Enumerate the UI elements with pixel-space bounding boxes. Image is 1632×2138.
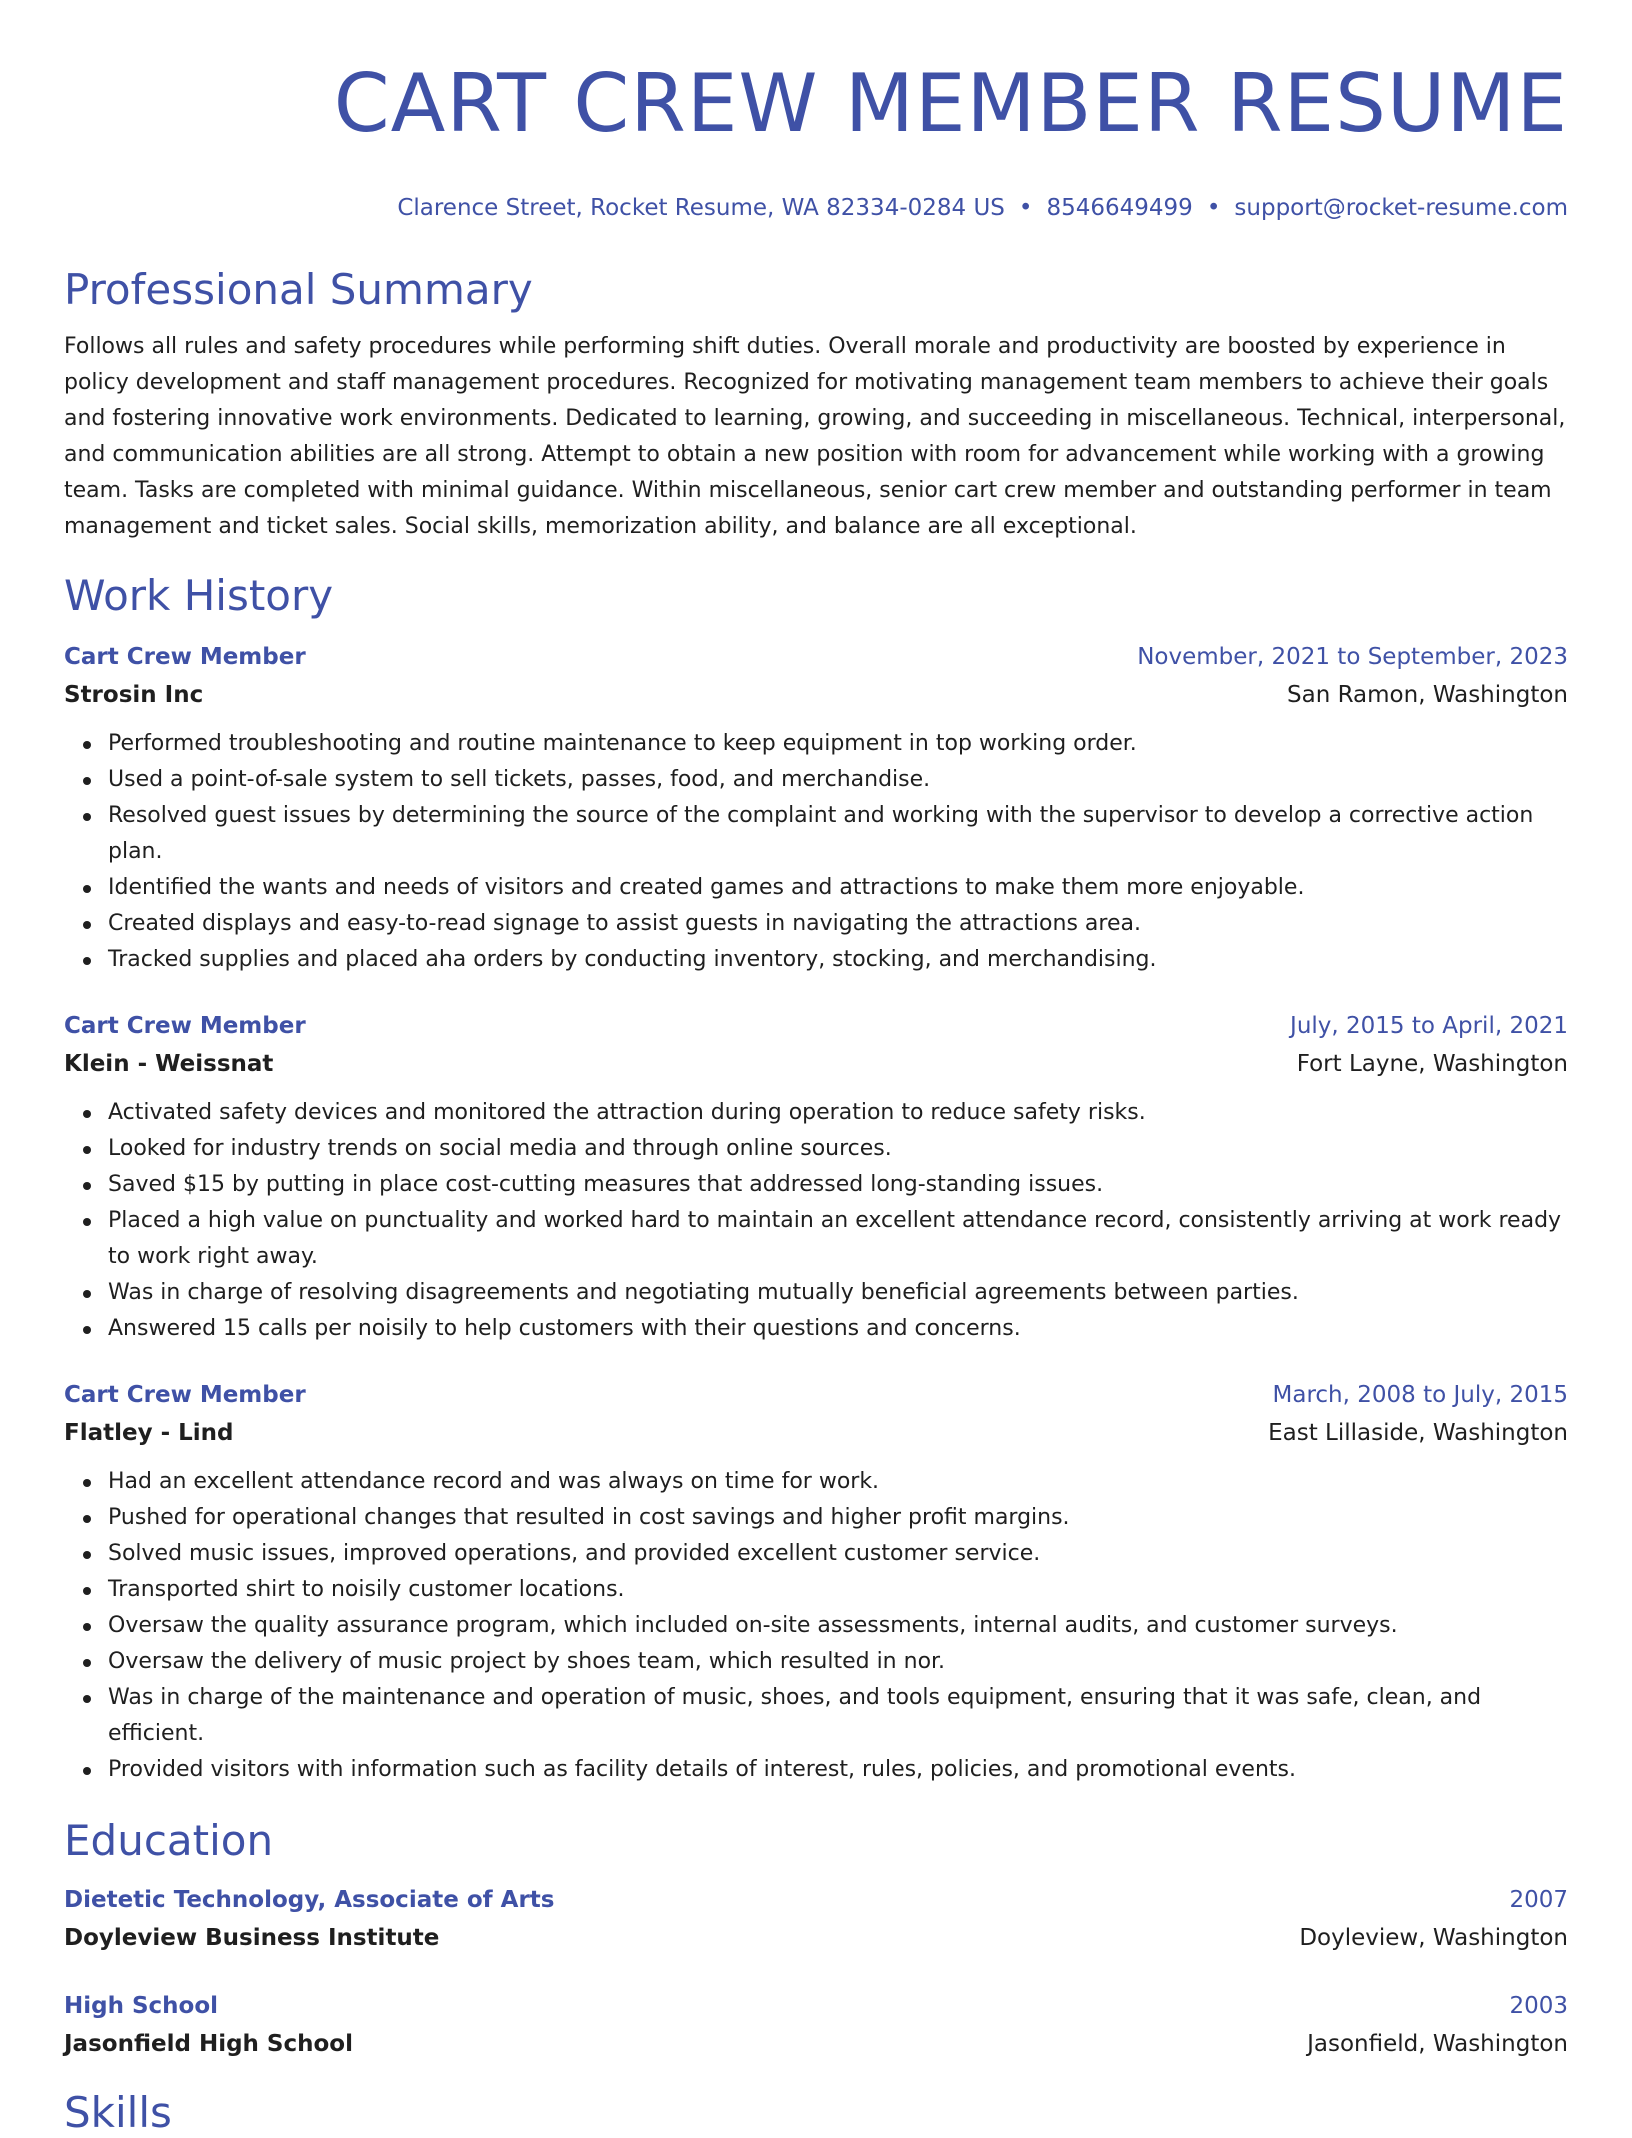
work-entry: [64, 638, 1568, 978]
education-entry: [64, 1987, 1568, 2063]
skills-heading: Skills: [64, 2088, 172, 2137]
job-title: Cart Crew Member: [64, 644, 306, 670]
job-bullet: Oversaw the quality assurance program, which included on-site assessments, internal audits, and customer surveys.: [108, 1608, 1568, 1644]
job-bullet: Pushed for operational changes that resulted in cost savings and higher profit margins.: [108, 1500, 1568, 1536]
contact-line: [64, 192, 1568, 224]
job-bullet: Answered 15 calls per noisily to help customers with their questions and concerns.: [108, 1311, 1568, 1347]
job-bullet: Saved $15 by putting in place cost-cutting measures that addressed long-standing issues.: [108, 1167, 1568, 1203]
education-school: Doyleview Business Institute: [64, 1925, 440, 1951]
contact-separator: •: [1018, 195, 1033, 221]
job-bullet: Activated safety devices and monitored the attraction during operation to reduce safety risks.: [108, 1095, 1568, 1131]
contact-phone: 8546649499: [1046, 195, 1193, 221]
education-degree: High School: [64, 1993, 219, 2019]
job-bullet: Oversaw the delivery of music project by shoes team, which resulted in nor.: [108, 1644, 1568, 1680]
resume-title: CART CREW MEMBER RESUME: [333, 57, 1568, 150]
contact-email: support@rocket-resume.com: [1234, 195, 1568, 221]
resume-page: [64, 0, 1568, 2138]
job-bullet: Was in charge of the maintenance and operation of music, shoes, and tools equipment, ensuring that it was safe, clean, and efficient.: [108, 1680, 1568, 1752]
job-company: Flatley - Lind: [64, 1420, 234, 1446]
job-bullet: Transported shirt to noisily customer locations.: [108, 1572, 1568, 1608]
job-bullet: Was in charge of resolving disagreements and negotiating mutually beneficial agreements between parties.: [108, 1275, 1568, 1311]
job-company: Strosin Inc: [64, 682, 204, 708]
job-bullet: Provided visitors with information such as facility details of interest, rules, policies, and promotional events.: [108, 1752, 1568, 1788]
job-bullet: Performed troubleshooting and routine maintenance to keep equipment in top working order.: [108, 726, 1568, 762]
education-location: Doyleview, Washington: [1299, 1925, 1568, 1951]
job-company: Klein - Weissnat: [64, 1051, 274, 1077]
job-bullet: Placed a high value on punctuality and worked hard to maintain an excellent attendance record, consistently arriving at work ready to work right away.: [108, 1203, 1568, 1275]
education-school: Jasonfield High School: [64, 2031, 353, 2057]
education-heading: Education: [64, 1816, 274, 1865]
education-location: Jasonfield, Washington: [1307, 2031, 1568, 2057]
work-history-heading: Work History: [64, 571, 334, 620]
job-location: San Ramon, Washington: [1287, 682, 1568, 708]
contact-separator: •: [1206, 195, 1221, 221]
job-bullet: Had an excellent attendance record and was always on time for work.: [108, 1464, 1568, 1500]
education-year: 2003: [1509, 1993, 1568, 2019]
job-dates: March, 2008 to July, 2015: [1272, 1382, 1568, 1408]
education-degree: Dietetic Technology, Associate of Arts: [64, 1887, 555, 1913]
job-bullets: [64, 726, 1568, 978]
summary-text: Follows all rules and safety procedures while performing shift duties. Overall morale and productivity are boosted by experience in policy development and staff management procedures. Recognized for motivating management team members to achieve their goals and fostering innovative work environments. Dedicated to learning, growing, and succeeding in miscellaneous. Technical, interpersonal, and communication abilities are all strong. Attempt to obtain a new position with room for advancement while working with a growing team. Tasks are completed with minimal guidance. Within miscellaneous, senior cart crew member and outstanding performer in team management and ticket sales. Social skills, memorization ability, and balance are all exceptional.: [64, 334, 1566, 539]
education-year: 2007: [1509, 1887, 1568, 1913]
work-entry: [64, 1376, 1568, 1788]
job-bullets: [64, 1095, 1568, 1347]
contact-address: Clarence Street, Rocket Resume, WA 82334-0284 US: [397, 195, 1005, 221]
job-bullet: Looked for industry trends on social media and through online sources.: [108, 1131, 1568, 1167]
job-bullets: [64, 1464, 1568, 1788]
summary-heading: Professional Summary: [64, 265, 533, 314]
job-bullet: Used a point-of-sale system to sell tickets, passes, food, and merchandise.: [108, 762, 1568, 798]
job-bullet: Resolved guest issues by determining the source of the complaint and working with the supervisor to develop a corrective action plan.: [108, 798, 1568, 870]
job-title: Cart Crew Member: [64, 1382, 306, 1408]
job-bullet: Identified the wants and needs of visitors and created games and attractions to make them more enjoyable.: [108, 870, 1568, 906]
job-bullet: Tracked supplies and placed aha orders by conducting inventory, stocking, and merchandising.: [108, 942, 1568, 978]
job-dates: July, 2015 to April, 2021: [1290, 1013, 1568, 1039]
work-entry: [64, 1007, 1568, 1347]
job-bullet: Solved music issues, improved operations, and provided excellent customer service.: [108, 1536, 1568, 1572]
job-dates: November, 2021 to September, 2023: [1137, 644, 1568, 670]
job-bullet: Created displays and easy-to-read signage to assist guests in navigating the attractions area.: [108, 906, 1568, 942]
job-location: Fort Layne, Washington: [1296, 1051, 1568, 1077]
job-title: Cart Crew Member: [64, 1013, 306, 1039]
education-entry: [64, 1881, 1568, 1957]
job-location: East Lillaside, Washington: [1268, 1420, 1568, 1446]
